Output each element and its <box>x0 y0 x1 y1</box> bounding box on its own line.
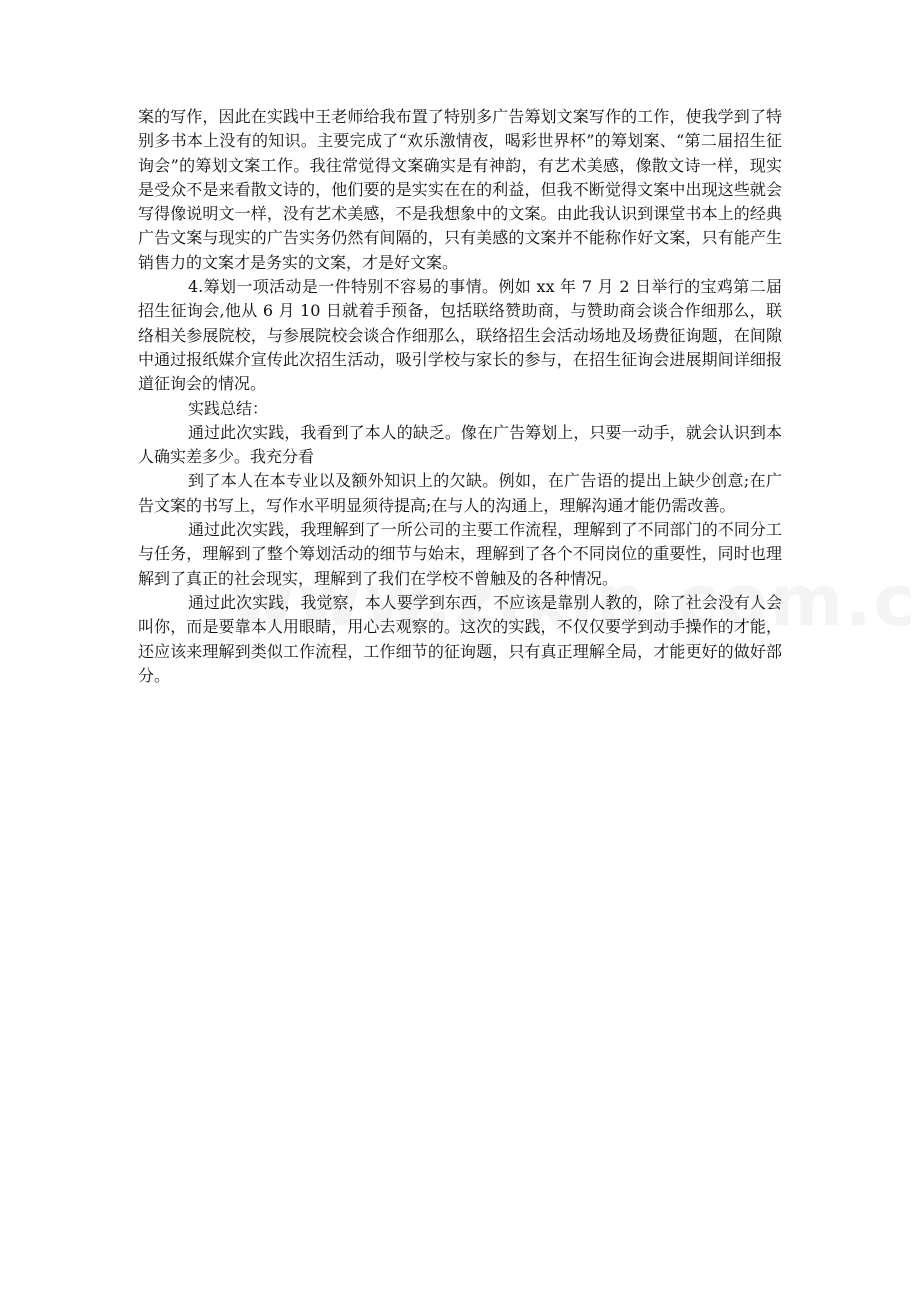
document-body <box>138 105 782 688</box>
paragraph-6: 通过此次实践，我理解到了一所公司的主要工作流程，理解到了不同部门的不同分工与任务，理解到了整个筹划活动的细节与始末，理解到了各个不同岗位的重要性，同时也理解到了真正的社会现实，理解到了我们在学校不曾触及的各种情况。 <box>138 520 782 588</box>
paragraph-4: 通过此次实践，我看到了本人的缺乏。像在广告筹划上，只要一动手，就会认识到本人确实差多少。我充分看 <box>138 422 782 467</box>
paragraph-3-heading: 实践总结： <box>188 398 269 418</box>
paragraph-5: 到了本人在本专业以及额外知识上的欠缺。例如，在广告语的提出上缺少创意;在广告文案的书写上，写作水平明显须待提高;在与人的沟通上，理解沟通才能仍需改善。 <box>138 471 782 515</box>
paragraph-1: 案的写作，因此在实践中王老师给我布置了特别多广告筹划文案写作的工作，使我学到了特别多书本上没有的知识。主要完成了“欢乐激情夜，喝彩世界杯”的筹划案、“第二届招生征询会”的筹划文案工作。我往常觉得文案确实是有神韵，有艺术美感，像散文诗一样，现实是受众不是来看散文诗的，他们要的是实实在在的利益，但我不断觉得文案中出现这些就会写得像说明文一样，没有艺术美感，不是我想象中的文案。由此我认识到课堂书本上的经典广告文案与现实的广告实务仍然有间隔的，只有美感的文案并不能称作好文案，只有能产生销售力的文案才是务实的文案，才是好文案。 <box>138 107 782 272</box>
paragraph-7: 通过此次实践，我觉察，本人要学到东西，不应该是靠别人教的，除了社会没有人会叫你，而是要靠本人用眼睛，用心去观察的。这次的实践，不仅仅要学到动手操作的才能，还应该来理解到类似工作流程，工作细节的征询题，只有真正理解全局，才能更好的做好部分。 <box>138 592 782 685</box>
paragraph-2: 4.筹划一项活动是一件特别不容易的事情。例如 xx 年 7 月 2 日举行的宝鸡第二届招生征询会,他从 6 月 10 日就着手预备，包括联络赞助商，与赞助商会谈合作细那么，联络相关参展院校，与参展院校会谈合作细那么，联络招生会活动场地及场费征询题，在间隙中通过报纸媒介宣传此次招生活动，吸引学校与家长的参与，在招生征询会进展期间详细报道征询会的情况。 <box>138 277 782 394</box>
